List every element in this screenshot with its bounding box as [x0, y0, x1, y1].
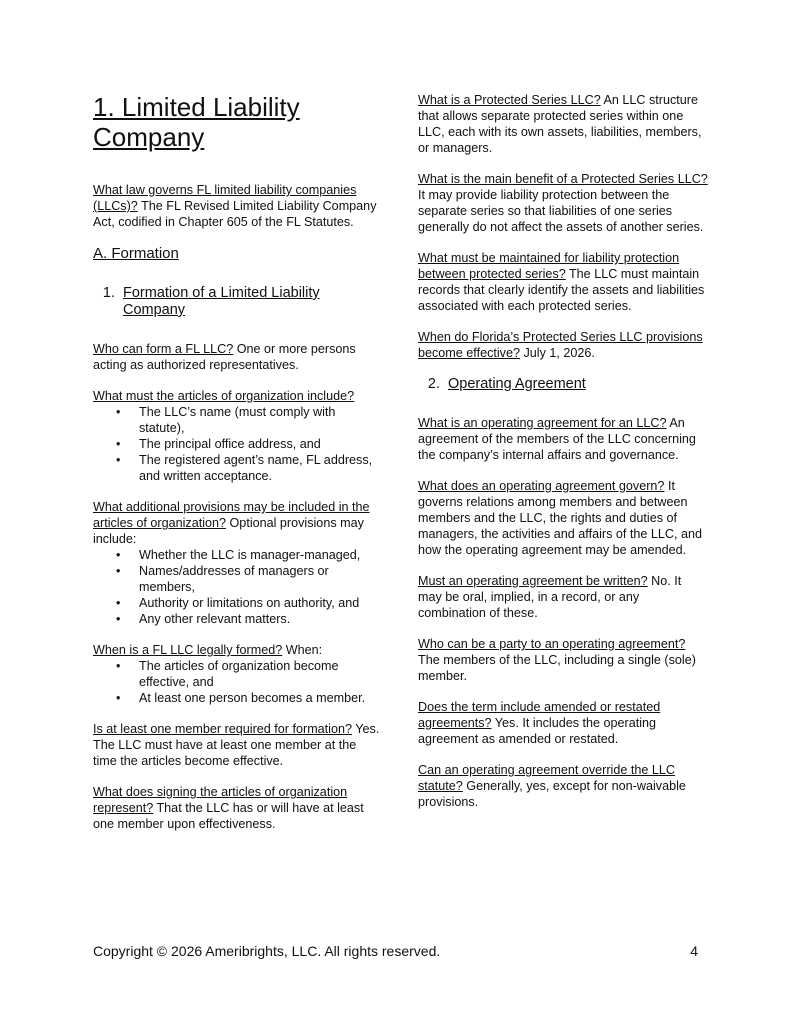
list-item: • At least one person becomes a member. — [139, 690, 383, 706]
answer: July 1, 2026. — [519, 346, 595, 360]
qa-who-can-form — [93, 341, 383, 373]
bullet-list — [93, 658, 383, 706]
question: What does an operating agreement govern? — [418, 479, 665, 493]
subsection-number: 1. — [102, 285, 115, 301]
question: Can an operating agreement override the LLC statute? — [418, 763, 675, 793]
list-item: • Names/addresses of managers or members, — [139, 563, 383, 595]
qa-additional-provisions — [93, 499, 383, 627]
qa-protected-series — [418, 92, 708, 156]
answer: The members of the LLC, including a single (sole) member. — [418, 653, 696, 683]
qa-protected-series-benefit — [418, 171, 708, 235]
question: When is a FL LLC legally formed? — [93, 643, 283, 657]
question: What is a Protected Series LLC? — [418, 93, 601, 107]
list-item: • Any other relevant matters. — [139, 611, 383, 627]
answer: The LLC must maintain records that clearly identify the assets and liabilities associated with each protected series. — [418, 267, 705, 313]
bullet-list — [93, 404, 383, 484]
question: Is at least one member required for formation? — [93, 722, 352, 736]
list-item: • The registered agent’s name, FL address, and written acceptance. — [139, 452, 383, 484]
copyright-notice: Copyright © 2026 Ameribrights, LLC. All rights reserved. — [93, 943, 441, 959]
qa-operating-agreement-governs — [418, 478, 708, 558]
subsection-title: Operating Agreement — [448, 376, 586, 392]
qa-governing-law — [93, 182, 383, 230]
list-item: • The principal office address, and — [139, 436, 383, 452]
question: What is the main benefit of a Protected Series LLC? — [418, 172, 708, 186]
qa-articles-include — [93, 388, 383, 484]
qa-party-to-agreement — [418, 636, 708, 684]
question: What is an operating agreement for an LLC? — [418, 416, 667, 430]
list-item: • The LLC’s name (must comply with statute), — [139, 404, 383, 436]
question: What does signing the articles of organization represent? — [93, 785, 348, 815]
answer: The FL Revised Limited Liability Company Act, codified in Chapter 605 of the FL Statutes. — [93, 199, 377, 229]
qa-operating-agreement-definition — [418, 415, 708, 463]
page-title: 1. Limited Liability Company — [93, 92, 300, 152]
qa-legally-formed — [93, 642, 383, 706]
answer: Generally, yes, except for non-waivable provisions. — [418, 779, 686, 809]
question: What must the articles of organization include? — [93, 389, 355, 403]
qa-override-statute — [418, 762, 708, 810]
answer: It governs relations among members and between members and the LLC, the rights and duties of managers, the activities and affairs of the LLC, and how the operating agreement may be amended. — [418, 479, 702, 557]
list-item: • Whether the LLC is manager-managed, — [139, 547, 383, 563]
answer: Yes. It includes the operating agreement as amended or restated. — [418, 716, 657, 746]
subsection-heading-operating-agreement — [418, 376, 708, 393]
list-item: • The articles of organization become effective, and — [139, 658, 383, 690]
qa-signing-represents — [93, 784, 383, 832]
question: Who can form a FL LLC? — [93, 342, 234, 356]
question: Does the term include amended or restated agreements? — [418, 700, 661, 730]
qa-must-be-written — [418, 573, 708, 621]
qa-member-required — [93, 721, 383, 769]
answer: Yes. The LLC must have at least one member at the time the articles become effective. — [93, 722, 380, 768]
qa-amended-agreements — [418, 699, 708, 747]
list-item: • Authority or limitations on authority, and — [139, 595, 383, 611]
page-footer — [93, 943, 698, 959]
question: Must an operating agreement be written? — [418, 574, 648, 588]
answer: It may provide liability protection between the separate series so that liabilities of one series generally do not affect the assets of another series. — [418, 188, 704, 234]
question: When do Florida’s Protected Series LLC provisions become effective? — [418, 330, 703, 360]
qa-liability-records — [418, 250, 708, 314]
right-column — [418, 92, 708, 825]
answer: Optional provisions may include: — [93, 516, 364, 546]
answer: An agreement of the members of the LLC concerning the company’s internal affairs and governance. — [418, 416, 696, 462]
bullet-list — [93, 547, 383, 627]
answer: When: — [282, 643, 323, 657]
subsection-number: 2. — [427, 376, 440, 392]
subsection-title: Formation of a Limited Liability Company — [123, 285, 320, 318]
question: What law governs FL limited liability companies (LLCs)? — [93, 183, 357, 213]
answer: That the LLC has or will have at least one member upon effectiveness. — [93, 801, 364, 831]
answer: An LLC structure that allows separate protected series within one LLC, each with its own assets, liabilities, members, or managers. — [418, 93, 702, 155]
answer: No. It may be oral, implied, in a record, or any combination of these. — [418, 574, 682, 620]
subsection-heading-formation — [93, 285, 383, 319]
answer: One or more persons acting as authorized representatives. — [93, 342, 356, 372]
left-column — [93, 92, 383, 847]
question: What additional provisions may be included in the articles of organization? — [93, 500, 370, 530]
section-heading-formation: A. Formation — [93, 245, 179, 262]
question: What must be maintained for liability protection between protected series? — [418, 251, 680, 281]
qa-effective-date — [418, 329, 708, 361]
question: Who can be a party to an operating agreement? — [418, 637, 686, 651]
page-number: 4 — [690, 943, 698, 959]
